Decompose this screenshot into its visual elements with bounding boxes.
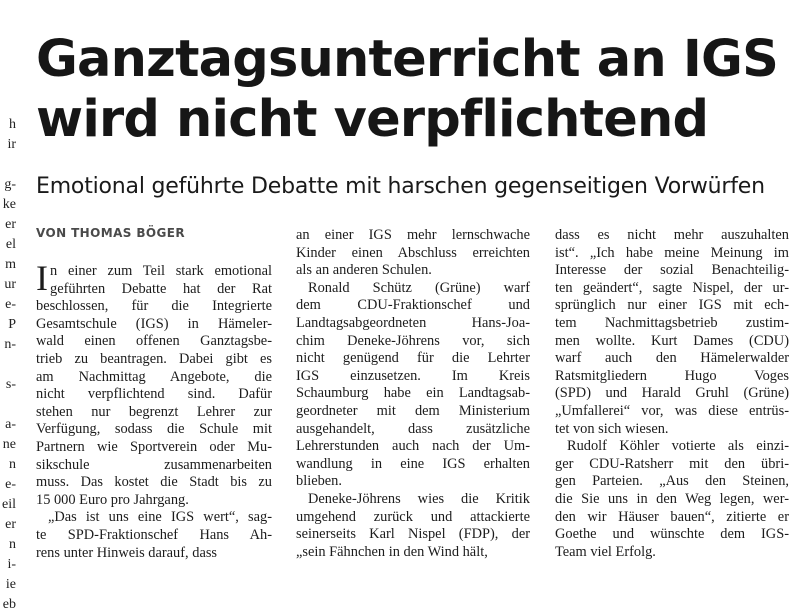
fragment-text: P xyxy=(8,317,16,332)
text-line: gen Parteien. „Aus den Steinen, xyxy=(555,473,789,490)
text-line: Lehrerstunden auch nach der Um- xyxy=(296,438,530,455)
fragment-text: e- xyxy=(5,477,16,492)
byline: VON THOMAS BÖGER xyxy=(36,226,186,240)
text-line: dem CDU-Fraktionschef und xyxy=(296,297,530,314)
text-line: Ronald Schütz (Grüne) warf xyxy=(308,279,530,296)
text-line: sikschule zusammenarbeiten xyxy=(36,456,272,473)
text-line: seinerseits Karl Nispel (FDP), der xyxy=(296,526,530,543)
text-line: Rudolf Köhler votierte als einzi- xyxy=(567,438,789,455)
fragment-text: ke xyxy=(2,197,16,212)
fragment-text: ie xyxy=(5,577,16,592)
text-line: tem Nachmittagsbetrieb zustim- xyxy=(555,314,789,331)
text-line: blieben. xyxy=(296,473,342,490)
fragment-text xyxy=(0,155,16,175)
text-line: am Nachmittag Angebote, die xyxy=(36,368,272,385)
headline-line-1: Ganztagsunterricht an IGS xyxy=(36,30,779,89)
article-subheadline: Emotional geführte Debatte mit harschen gegenseitigen Vorwürfen xyxy=(36,174,765,199)
fragment-text: ur xyxy=(4,277,16,292)
fragment-text xyxy=(0,355,16,375)
article-headline xyxy=(36,30,806,150)
text-line: Kinder einen Abschluss erreichten xyxy=(296,244,530,261)
fragment-text: a- xyxy=(5,417,16,432)
fragment-text: g- xyxy=(4,177,16,192)
text-line: Deneke-Jöhrens wies die Kritik xyxy=(308,490,530,507)
text-line: Team viel Erfolg. xyxy=(555,543,656,560)
text-line: 15 000 Euro pro Jahrgang. xyxy=(36,491,189,508)
text-column-1 xyxy=(36,258,272,562)
text-column-2 xyxy=(296,227,530,561)
text-line: den wir Häuser bauen“, zitierte er xyxy=(555,508,789,525)
text-line: die Sie uns in den Weg legen, wer- xyxy=(555,490,789,507)
text-line: umgehend zurück und attackierte xyxy=(296,508,530,525)
fragment-text: er xyxy=(5,217,16,232)
text-line: „Das ist uns eine IGS wert“, sag- xyxy=(48,509,272,526)
text-line: (SPD) und Harald Gruhl (Grüne) xyxy=(555,385,789,402)
text-line: rens unter Hinweis darauf, dass xyxy=(36,544,218,561)
fragment-text: s- xyxy=(5,377,16,392)
text-line: ten geändert“, sagte Nispel, der ur- xyxy=(555,279,789,296)
text-line: als an anderen Schulen. xyxy=(296,262,432,279)
fragment-text: eil xyxy=(2,497,16,512)
text-line: Goethe und wünschte dem IGS- xyxy=(555,526,789,543)
text-line: ger CDU-Ratsherr mit den übri- xyxy=(555,455,789,472)
text-line: Schaumburg habe ein Landtagsab- xyxy=(296,385,530,402)
previous-column-fragments xyxy=(0,115,16,615)
text-line: sprünglich nur einer IGS mit ech- xyxy=(555,297,789,314)
fragment-text: ir xyxy=(7,137,16,152)
text-line: nicht verpflichtend sind. Dafür xyxy=(36,386,272,403)
fragment-text: el xyxy=(5,237,16,252)
text-line: ist“. „Ich habe meine Meinung im xyxy=(555,244,789,261)
fragment-text: e- xyxy=(5,297,16,312)
text-line: muss. Das kostet die Stadt bis zu xyxy=(36,474,272,491)
headline-line-2: wird nicht verpflichtend xyxy=(36,90,709,149)
fragment-text: i- xyxy=(7,557,16,572)
text-line: stehen nur begrenzt Lehrer zur xyxy=(36,403,272,420)
text-line: beschlossen, für die Integrierte xyxy=(36,298,272,315)
fragment-text: n xyxy=(9,457,16,472)
text-line: warf auch den Hämelerwalder xyxy=(555,350,789,367)
fragment-text xyxy=(0,395,16,415)
text-line: wald einen offenen Ganztagsbe- xyxy=(36,333,272,350)
drop-cap: I xyxy=(36,258,48,298)
text-line: Gesamtschule (IGS) in Hämeler- xyxy=(36,315,272,332)
fragment-text: n- xyxy=(4,337,16,352)
fragment-text: eb xyxy=(2,597,16,612)
text-line: chim Deneke-Jöhrens vor, sich xyxy=(296,332,530,349)
text-line: Verfügung, sodass die Schule mit xyxy=(36,421,272,438)
fragment-text: er xyxy=(5,517,16,532)
fragment-text: h xyxy=(9,117,16,132)
text-line: „sein Fähnchen in den Wind hält, xyxy=(296,543,488,560)
text-line: Ratsmitgliedern Hugo Voges xyxy=(555,367,789,384)
text-line: n einer zum Teil stark emotional xyxy=(50,263,272,279)
fragment-text: m xyxy=(5,257,16,272)
text-line: tet von sich wiesen. xyxy=(555,420,669,437)
text-line: wandlung in eine IGS erhalten xyxy=(296,455,530,472)
text-line: nicht genügend für die Lehrter xyxy=(296,350,530,367)
fragment-text: n xyxy=(9,537,16,552)
text-line: dass es nicht mehr auszuhalten xyxy=(555,227,789,243)
text-line: geführten Debatte hat der Rat xyxy=(50,280,272,297)
text-line: Landtagsabgeordneten Hans-Joa- xyxy=(296,314,530,331)
text-line: Interesse der sozial Benachteilig- xyxy=(555,262,789,279)
text-line: men wollte. Kurt Dames (CDU) xyxy=(555,332,789,349)
text-line: Partnern wie Sportverein oder Mu- xyxy=(36,438,272,455)
text-column-3 xyxy=(555,227,789,561)
text-line: te SPD-Fraktionschef Hans Ah- xyxy=(36,526,272,543)
text-line: ausgehandelt, dass zusätzliche xyxy=(296,420,530,437)
text-line: „Umfallerei“ vor, was diese entrüs- xyxy=(555,402,789,419)
text-line: an einer IGS mehr lernschwache xyxy=(296,227,530,243)
fragment-text: ne xyxy=(2,437,16,452)
text-line: IGS einzusetzen. Im Kreis xyxy=(296,367,530,384)
text-line: geordneter mit dem Ministerium xyxy=(296,402,530,419)
text-line: trieb zu beantragen. Dabei gibt es xyxy=(36,350,272,367)
